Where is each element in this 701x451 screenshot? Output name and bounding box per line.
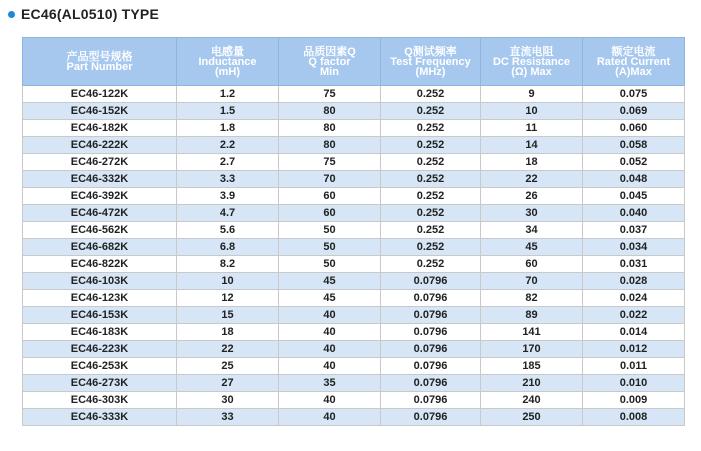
table-cell: 0.252 — [381, 256, 481, 273]
table-cell: 9 — [481, 86, 583, 103]
column-header-en1: Q factor — [308, 55, 351, 68]
table-cell: 30 — [481, 205, 583, 222]
table-cell: 1.2 — [177, 86, 279, 103]
table-cell: 40 — [279, 324, 381, 341]
column-header-cn: 产品型号规格 — [66, 50, 133, 63]
table-cell: 0.031 — [583, 256, 685, 273]
table-cell: 185 — [481, 358, 583, 375]
table-row — [23, 239, 685, 256]
table-cell: 10 — [177, 273, 279, 290]
table-row — [23, 307, 685, 324]
table-cell: EC46-303K — [23, 392, 177, 409]
table-cell: 0.075 — [583, 86, 685, 103]
table-cell: EC46-182K — [23, 120, 177, 137]
table-row — [23, 171, 685, 188]
table-cell: EC46-392K — [23, 188, 177, 205]
table-cell: EC46-273K — [23, 375, 177, 392]
table-cell: 80 — [279, 103, 381, 120]
table-row — [23, 256, 685, 273]
column-header-cn: 品质因素Q — [303, 45, 356, 58]
table-cell: EC46-122K — [23, 86, 177, 103]
table-cell: 75 — [279, 154, 381, 171]
table-cell: 80 — [279, 137, 381, 154]
table-cell: 0.252 — [381, 171, 481, 188]
table-cell: 170 — [481, 341, 583, 358]
table-cell: 2.7 — [177, 154, 279, 171]
table-row — [23, 341, 685, 358]
table-row — [23, 273, 685, 290]
table-cell: 11 — [481, 120, 583, 137]
table-cell: 27 — [177, 375, 279, 392]
table-cell: 0.252 — [381, 154, 481, 171]
table-cell: 12 — [177, 290, 279, 307]
table-cell: 0.0796 — [381, 409, 481, 426]
table-cell: 0.009 — [583, 392, 685, 409]
column-header-en1: Inductance — [198, 55, 257, 68]
column-header-en1: Test Frequency — [390, 55, 471, 68]
table-cell: 35 — [279, 375, 381, 392]
table-cell: 240 — [481, 392, 583, 409]
table-cell: 0.069 — [583, 103, 685, 120]
table-row — [23, 290, 685, 307]
table-cell: 0.252 — [381, 137, 481, 154]
column-header-en1: Rated Current — [596, 55, 671, 68]
table-cell: 45 — [279, 273, 381, 290]
table-cell: 45 — [279, 290, 381, 307]
table-cell: 0.0796 — [381, 290, 481, 307]
table-row — [23, 392, 685, 409]
table-cell: EC46-123K — [23, 290, 177, 307]
table-cell: EC46-222K — [23, 137, 177, 154]
table-cell: 25 — [177, 358, 279, 375]
table-cell: 0.052 — [583, 154, 685, 171]
table-cell: 0.024 — [583, 290, 685, 307]
table-cell: 0.252 — [381, 86, 481, 103]
table-cell: 5.6 — [177, 222, 279, 239]
table-cell: 80 — [279, 120, 381, 137]
table-cell: 0.010 — [583, 375, 685, 392]
table-cell: 26 — [481, 188, 583, 205]
table-cell: EC46-562K — [23, 222, 177, 239]
table-cell: 0.0796 — [381, 341, 481, 358]
table-cell: 3.9 — [177, 188, 279, 205]
table-cell: 40 — [279, 341, 381, 358]
table-cell: 14 — [481, 137, 583, 154]
table-cell: 0.0796 — [381, 324, 481, 341]
table-row — [23, 188, 685, 205]
table-cell: EC46-682K — [23, 239, 177, 256]
table-cell: 60 — [279, 188, 381, 205]
table-cell: 30 — [177, 392, 279, 409]
column-header — [177, 38, 279, 86]
table-row — [23, 154, 685, 171]
table-cell: 0.022 — [583, 307, 685, 324]
table-cell: 10 — [481, 103, 583, 120]
column-header-en2: (Ω) Max — [511, 65, 552, 78]
table-row — [23, 103, 685, 120]
table-cell: 40 — [279, 358, 381, 375]
table-cell: 0.0796 — [381, 375, 481, 392]
table-cell: 1.5 — [177, 103, 279, 120]
table-cell: 0.028 — [583, 273, 685, 290]
table-row — [23, 137, 685, 154]
table-cell: EC46-153K — [23, 307, 177, 324]
table-row — [23, 222, 685, 239]
table-cell: 0.252 — [381, 222, 481, 239]
title-row — [8, 6, 159, 22]
table-cell: 0.0796 — [381, 273, 481, 290]
table-cell: 82 — [481, 290, 583, 307]
column-header — [381, 38, 481, 86]
table-cell: 2.2 — [177, 137, 279, 154]
table-row — [23, 409, 685, 426]
table-row — [23, 375, 685, 392]
table-cell: 0.040 — [583, 205, 685, 222]
table-cell: 250 — [481, 409, 583, 426]
column-header — [23, 38, 177, 86]
table-cell: 1.8 — [177, 120, 279, 137]
table-cell: EC46-822K — [23, 256, 177, 273]
header-row — [23, 38, 685, 86]
table-cell: EC46-103K — [23, 273, 177, 290]
table-cell: 22 — [481, 171, 583, 188]
table-cell: 40 — [279, 307, 381, 324]
table-row — [23, 86, 685, 103]
column-header-en1: DC Resistance — [492, 55, 571, 68]
table-cell: 210 — [481, 375, 583, 392]
column-header-en1: Part Number — [66, 60, 133, 73]
table-cell: 0.252 — [381, 205, 481, 222]
column-header-en2: (mH) — [214, 65, 241, 78]
column-header — [279, 38, 381, 86]
table-cell: 141 — [481, 324, 583, 341]
column-header-cn: Q测试频率 — [404, 45, 457, 58]
table-cell: 6.8 — [177, 239, 279, 256]
table-cell: 34 — [481, 222, 583, 239]
table-cell: 4.7 — [177, 205, 279, 222]
table-cell: 0.0796 — [381, 307, 481, 324]
table-cell: 0.060 — [583, 120, 685, 137]
page-title: EC46(AL0510) TYPE — [21, 6, 160, 22]
table-cell: 0.252 — [381, 239, 481, 256]
table-cell: EC46-223K — [23, 341, 177, 358]
table-cell: 0.011 — [583, 358, 685, 375]
table-cell: EC46-332K — [23, 171, 177, 188]
spec-table — [22, 37, 685, 426]
table-cell: 8.2 — [177, 256, 279, 273]
table-cell: 70 — [279, 171, 381, 188]
column-header-cn: 电感量 — [211, 45, 244, 58]
column-header-en2: (A)Max — [615, 65, 652, 78]
table-cell: EC46-472K — [23, 205, 177, 222]
table-cell: 75 — [279, 86, 381, 103]
table-cell: 70 — [481, 273, 583, 290]
column-header — [583, 38, 685, 86]
table-cell: 50 — [279, 222, 381, 239]
table-cell: 18 — [481, 154, 583, 171]
table-cell: 18 — [177, 324, 279, 341]
table-cell: 33 — [177, 409, 279, 426]
table-cell: EC46-253K — [23, 358, 177, 375]
table-cell: 0.058 — [583, 137, 685, 154]
table-cell: 0.252 — [381, 103, 481, 120]
table-row — [23, 120, 685, 137]
table-cell: 0.045 — [583, 188, 685, 205]
table-cell: 0.037 — [583, 222, 685, 239]
table-cell: 60 — [481, 256, 583, 273]
bullet-icon — [8, 11, 15, 18]
column-header-cn: 额定电流 — [611, 45, 656, 58]
table-cell: EC46-183K — [23, 324, 177, 341]
table-row — [23, 205, 685, 222]
column-header-en2: (MHz) — [415, 65, 446, 78]
table-body — [23, 86, 685, 426]
table-cell: EC46-333K — [23, 409, 177, 426]
table-cell: 50 — [279, 256, 381, 273]
table-cell: 0.048 — [583, 171, 685, 188]
table-cell: 40 — [279, 409, 381, 426]
column-header-cn: 直流电阻 — [509, 45, 554, 58]
table-row — [23, 358, 685, 375]
table-cell: 0.034 — [583, 239, 685, 256]
column-header-en2: Min — [320, 65, 339, 78]
table-cell: 0.252 — [381, 120, 481, 137]
table-cell: 0.012 — [583, 341, 685, 358]
table-cell: 60 — [279, 205, 381, 222]
table-cell: 89 — [481, 307, 583, 324]
table-cell: EC46-152K — [23, 103, 177, 120]
table-row — [23, 324, 685, 341]
table-cell: 0.008 — [583, 409, 685, 426]
table-cell: EC46-272K — [23, 154, 177, 171]
table-cell: 15 — [177, 307, 279, 324]
table-cell: 50 — [279, 239, 381, 256]
table-cell: 3.3 — [177, 171, 279, 188]
table-cell: 0.0796 — [381, 392, 481, 409]
table-cell: 0.014 — [583, 324, 685, 341]
table-cell: 40 — [279, 392, 381, 409]
table-cell: 0.252 — [381, 188, 481, 205]
table-cell: 45 — [481, 239, 583, 256]
table-cell: 0.0796 — [381, 358, 481, 375]
table-cell: 22 — [177, 341, 279, 358]
column-header — [481, 38, 583, 86]
